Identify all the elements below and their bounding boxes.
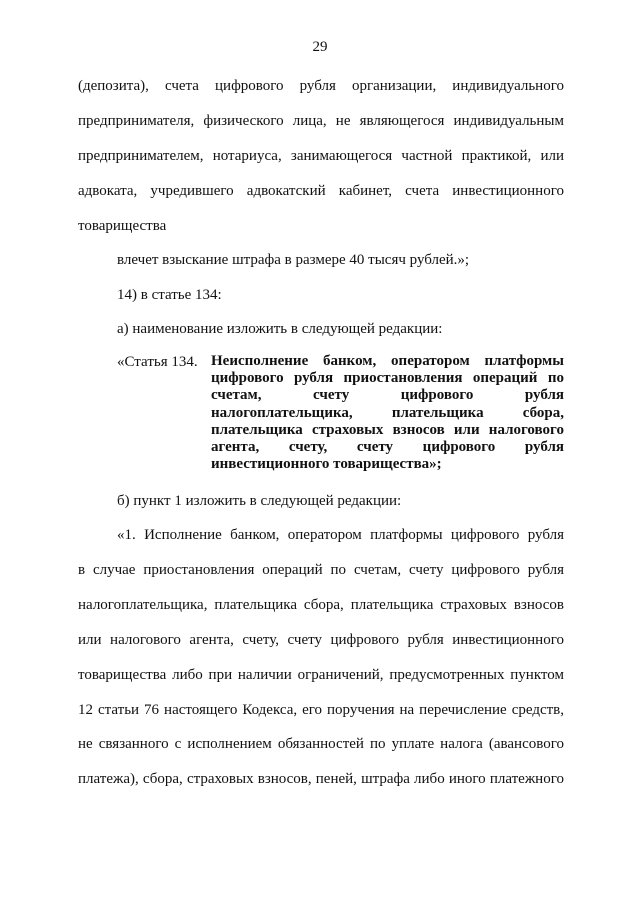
item-14: 14) в статье 134: (117, 287, 222, 303)
article-title-line: счетам, счету цифрового рубля (211, 387, 564, 404)
article-title-line: Неисполнение банком, оператором платформы (211, 353, 564, 369)
point-1-line-8: платежа), сбора, страховых взносов, пеней, штрафа либо иного платежного (78, 771, 564, 787)
article-title-line: агента, счету, счету цифрового рубля (211, 439, 564, 456)
point-1-line-5: товарищества либо при наличии ограничений, предусмотренных пунктом (78, 667, 564, 683)
point-1-line-1: «1. Исполнение банком, оператором платформы цифрового рубля (117, 527, 564, 543)
intro-line-5: товарищества (78, 218, 167, 234)
article-label: «Статья 134. (117, 354, 198, 370)
page-number: 29 (312, 39, 328, 55)
penalty-line: влечет взыскание штрафа в размере 40 тысяч рублей.»; (117, 252, 470, 268)
item-b: б) пункт 1 изложить в следующей редакции: (117, 493, 402, 509)
intro-line-1: (депозита), счета цифрового рубля организации, индивидуального (78, 78, 564, 94)
article-title-line: плательщика страховых взносов или налогового (211, 421, 564, 438)
point-1-line-3: налогоплательщика, плательщика сбора, плательщика страховых взносов (78, 597, 564, 613)
article-title-line: цифрового рубля приостановления операций по (211, 370, 564, 387)
point-1-line-2: в случае приостановления операций по счетам, счету цифрового рубля (78, 562, 564, 578)
point-1-line-4: или налогового агента, счету, счету цифрового рубля инвестиционного (78, 632, 564, 648)
intro-line-4: адвоката, учредившего адвокатский кабинет, счета инвестиционного (78, 183, 564, 199)
article-title-line: инвестиционного товарищества»; (211, 456, 442, 473)
article-title (211, 353, 564, 473)
article-title-line: налогоплательщика, плательщика сбора, (211, 404, 564, 421)
item-a: а) наименование изложить в следующей редакции: (117, 321, 443, 337)
intro-line-3: предпринимателем, нотариуса, занимающегося частной практикой, или (78, 148, 564, 164)
intro-line-2: предпринимателя, физического лица, не являющегося индивидуальным (78, 113, 564, 129)
point-1-line-6: 12 статьи 76 настоящего Кодекса, его поручения на перечисление средств, (78, 702, 564, 718)
point-1-line-7: не связанного с исполнением обязанностей по уплате налога (авансового (78, 736, 564, 752)
